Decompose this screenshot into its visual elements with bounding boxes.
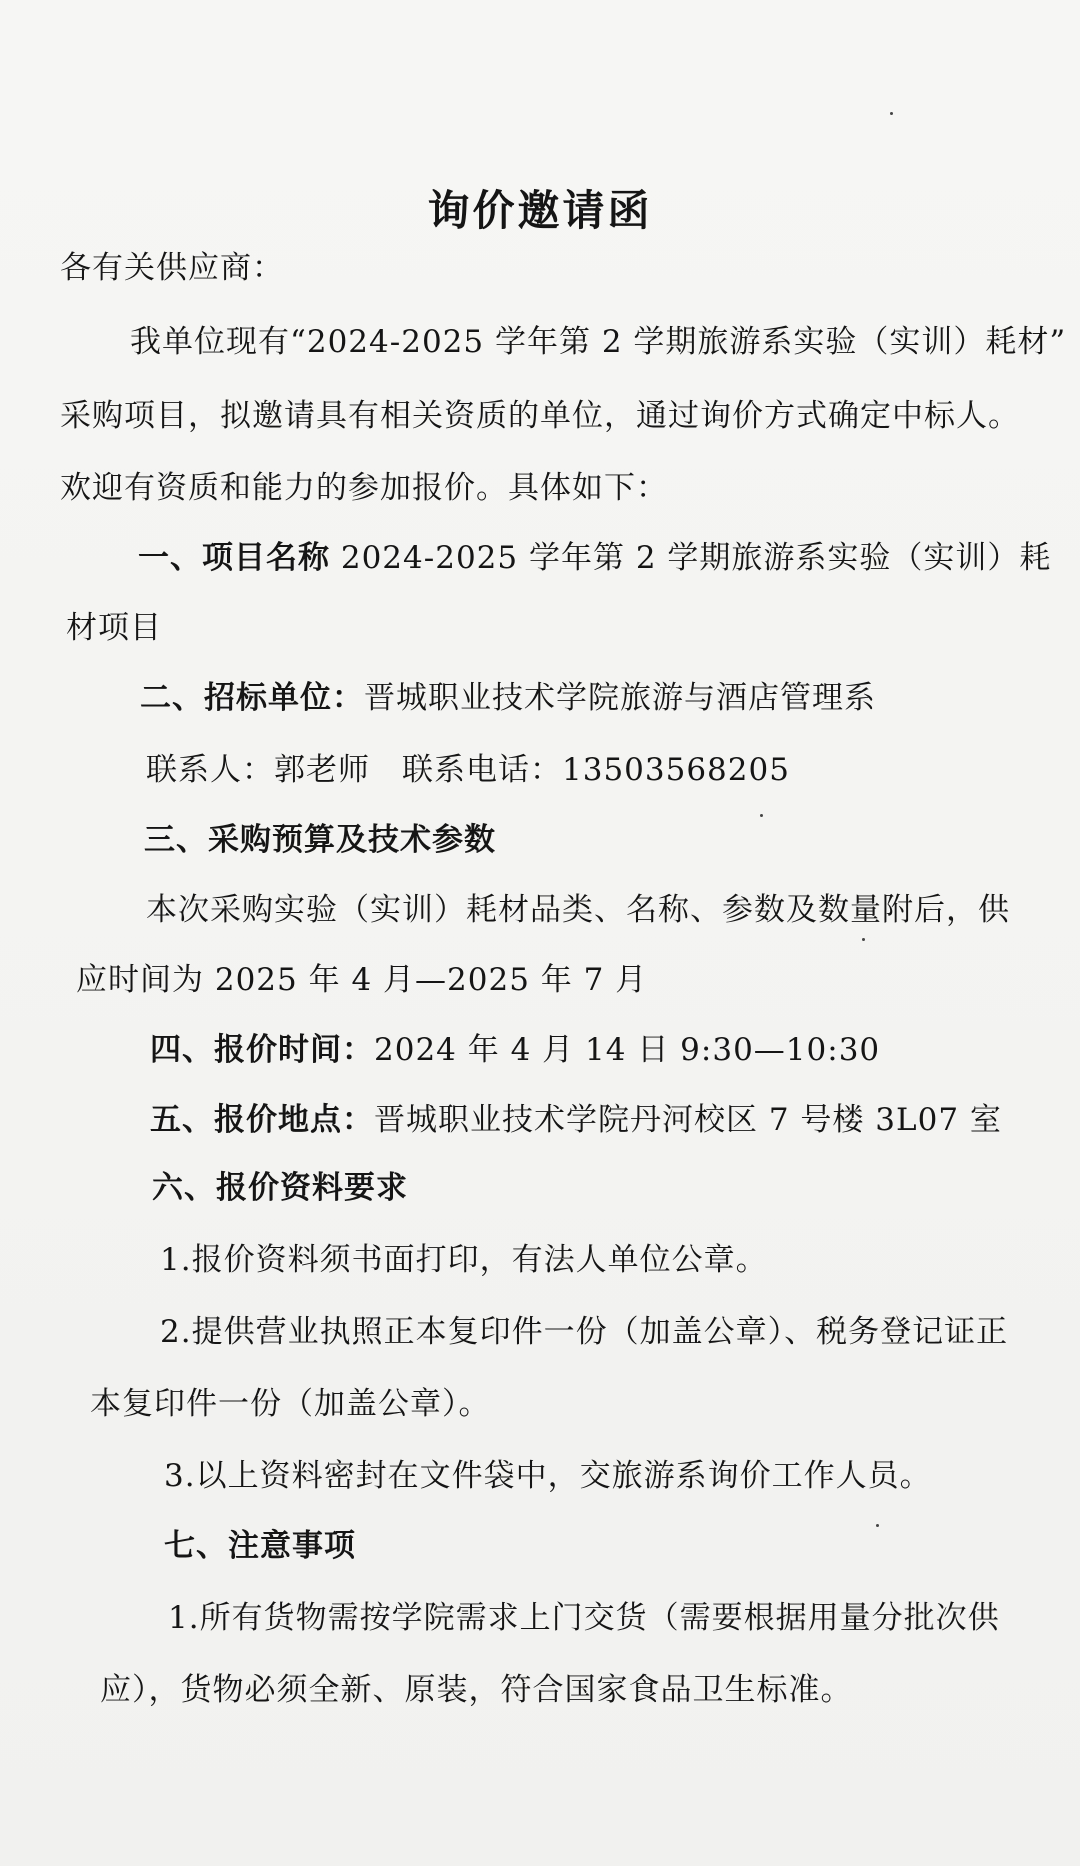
section-6-item-2: 2.提供营业执照正本复印件一份（加盖公章）、税务登记证正: [160, 1314, 1009, 1350]
section-7-heading: 七、注意事项: [164, 1528, 356, 1564]
section-6-heading: 六、报价资料要求: [152, 1170, 408, 1206]
section-3-text-2: 应时间为 2025 年 4 月—2025 年 7 月: [76, 962, 648, 998]
section-6-item-1: 1.报价资料须书面打印，有法人单位公章。: [160, 1242, 768, 1278]
intro-line-2: 采购项目，拟邀请具有相关资质的单位，通过询价方式确定中标人。: [60, 398, 1020, 434]
section-6-item-2-cont: 本复印件一份（加盖公章）。: [90, 1386, 491, 1422]
section-1-heading: 一、项目名称: [138, 540, 330, 576]
section-4: [150, 1030, 880, 1070]
section-7-item-1-cont: 应），货物必须全新、原装，符合国家食品卫生标准。: [100, 1672, 853, 1708]
section-4-text: 2024 年 4 月 14 日 9:30—10:30: [374, 1032, 881, 1068]
contact-line: 联系人：郭老师 联系电话：13503568205: [146, 752, 790, 788]
section-2-text: 晋城职业技术学院旅游与酒店管理系: [364, 680, 876, 716]
scan-speck: [890, 112, 893, 115]
section-5: [150, 1100, 1002, 1140]
section-7-item-1: 1.所有货物需按学院需求上门交货（需要根据用量分批次供: [168, 1600, 1000, 1636]
section-1: [138, 538, 1051, 578]
scan-speck: [760, 814, 763, 817]
section-2: [140, 678, 876, 718]
section-1-text: 2024-2025 学年第 2 学期旅游系实验（实训）耗: [330, 540, 1052, 576]
section-5-heading: 五、报价地点：: [150, 1102, 374, 1138]
scan-speck: [862, 938, 865, 941]
section-1-text-cont: 材项目: [66, 610, 162, 646]
intro-line-1: 我单位现有“2024-2025 学年第 2 学期旅游系实验（实训）耗材”: [130, 324, 1067, 360]
section-3-text-1: 本次采购实验（实训）耗材品类、名称、参数及数量附后，供: [146, 892, 1010, 928]
section-3-heading: 三、采购预算及技术参数: [144, 822, 496, 858]
section-5-text: 晋城职业技术学院丹河校区 7 号楼 3L07 室: [374, 1102, 1002, 1138]
section-4-heading: 四、报价时间：: [150, 1032, 374, 1068]
section-2-heading: 二、招标单位：: [140, 680, 364, 716]
intro-line-3: 欢迎有资质和能力的参加报价。具体如下：: [60, 470, 668, 506]
scan-speck: [876, 1524, 879, 1527]
page-title: 询价邀请函: [427, 186, 653, 235]
salutation: 各有关供应商：: [60, 250, 284, 286]
section-6-item-3: 3.以上资料密封在文件袋中，交旅游系询价工作人员。: [164, 1458, 932, 1494]
